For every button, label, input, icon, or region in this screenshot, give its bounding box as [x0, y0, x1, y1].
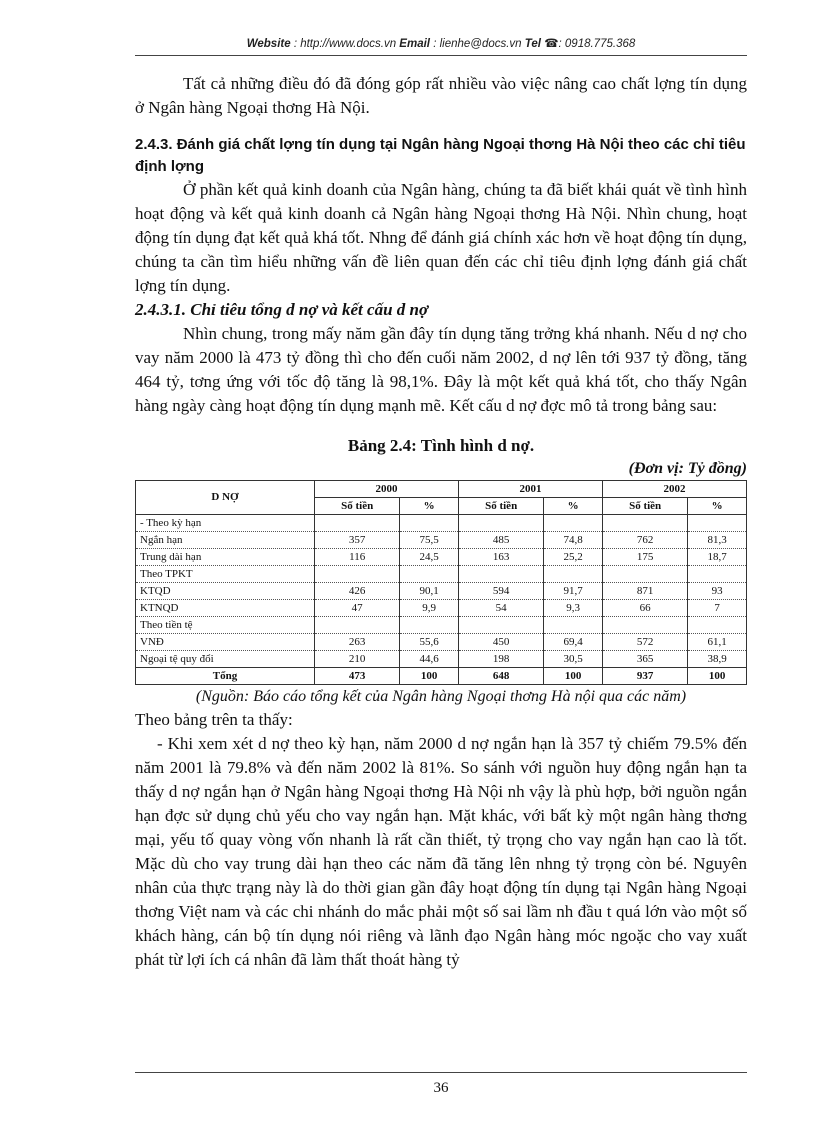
sub-header-amount: Số tiền [602, 498, 687, 515]
tel-label: Tel [524, 38, 541, 50]
table-cell [315, 515, 400, 532]
table-cell: 116 [315, 549, 400, 566]
col-header-du-no: D NỢ [136, 481, 315, 515]
paragraph-growth: Nhìn chung, trong mấy năm gần đây tín dụng tăng trởng khá nhanh. Nếu d nợ cho vay năm 2000 là 473 tỷ đồng thì cho đến cuối năm 2002, d nợ lên tới 937 tỷ đồng, tăng 464 tỷ, tơng ứng với tốc độ tăng là 98,1%. Đây là một kết quả khá tốt, cho thấy Ngân hàng ngày càng hoạt động tín dụng mạnh mẽ. Kết cấu d nợ đợc mô tả trong bảng sau: [135, 324, 747, 415]
tel-value: ☎: 0918.775.368 [544, 38, 636, 50]
table-cell: 44,6 [400, 651, 459, 668]
table-cell: 66 [602, 600, 687, 617]
table-cell: 871 [602, 583, 687, 600]
table-cell: 485 [458, 532, 543, 549]
table-cell [400, 515, 459, 532]
row-label: Theo tiền tệ [136, 617, 315, 634]
table-row [136, 549, 747, 566]
table-cell: 30,5 [544, 651, 603, 668]
table-cell: 163 [458, 549, 543, 566]
sub-header-amount: Số tiền [458, 498, 543, 515]
table-cell [315, 566, 400, 583]
sub-header-amount: Số tiền [315, 498, 400, 515]
table-cell: 450 [458, 634, 543, 651]
table-row [136, 651, 747, 668]
paragraph-analysis: - Khi xem xét d nợ theo kỳ hạn, năm 2000 d nợ ngắn hạn là 357 tỷ chiếm 79.5% đến năm 2001 là 79.8% và đến năm 2002 là 81%. So sánh với nguồn huy động ngắn hạn ta thấy d nợ ngắn hạn ở Ngân hàng Ngoại thơng Hà Nội nh vậy là phù hợp, bởi nguồn ngắn hạn đợc sử dụng chủ yếu cho vay ngắn hạn. Mặt khác, với bất kỳ một ngân hàng thơng mại, yếu tố quay vòng vốn nhanh là rất cần thiết, tỷ trọng cho vay ngắn hạn cao là tốt. Mặc dù cho vay trung dài hạn theo các năm đã tăng lên nhng tỷ trọng còn bé. Nguyên nhân của thực trạng này là do thời gian gần đây hoạt động tín dụng tại Ngân hàng Ngoại thơng Việt nam và các chi nhánh do mắc phải một số sai lầm nh đầu t quá lớn vào một số khách hàng, cán bộ tín dụng nói riêng và lãnh đạo Ngân hàng móc ngoặc cho vay xuất phát từ lợi ích cá nhân đã làm thất thoát hàng tỷ [135, 734, 747, 969]
paragraph-from-table: Theo bảng trên ta thấy: [135, 710, 293, 729]
year-header: 2002 [602, 481, 746, 498]
table-row [136, 532, 747, 549]
row-label: Theo TPKT [136, 566, 315, 583]
sub-header-percent: % [544, 498, 603, 515]
table-total-row [136, 668, 747, 685]
website-label: Website [246, 38, 291, 50]
table-cell: 55,6 [400, 634, 459, 651]
page-header [135, 36, 747, 50]
paragraph-overview: Ở phần kết quả kinh doanh của Ngân hàng, chúng ta đã biết khái quát về tình hình hoạt động và kết quả kinh doanh cả Ngân hàng Ngoại thơng Hà Nội. Nhìn chung, hoạt động tín dụng đạt kết quả khá tốt. Nhng để đánh giá chính xác hơn về hoạt động tín dụng, chúng ta cần tìm hiểu những vấn đề liên quan đến các chỉ tiêu định lợng đánh giá chất lợng tín dụng. [135, 180, 747, 295]
sub-header-percent: % [688, 498, 747, 515]
table-cell [315, 617, 400, 634]
email-label: Email [399, 38, 430, 50]
row-label: - Theo kỳ hạn [136, 515, 315, 532]
table-cell: 61,1 [688, 634, 747, 651]
table-cell [544, 515, 603, 532]
table-cell: 9,9 [400, 600, 459, 617]
table-cell [602, 566, 687, 583]
table-cell: 54 [458, 600, 543, 617]
row-label: Ngắn hạn [136, 532, 315, 549]
table-row [136, 634, 747, 651]
table-cell [688, 617, 747, 634]
row-label: Trung dài hạn [136, 549, 315, 566]
footer-divider [135, 1072, 747, 1073]
row-label: KTNQD [136, 600, 315, 617]
table-unit: (Đơn vị: Tỷ đồng) [628, 460, 747, 477]
table-cell [400, 566, 459, 583]
header-divider [135, 55, 747, 56]
table-cell [458, 566, 543, 583]
table-cell [688, 566, 747, 583]
table-cell: 24,5 [400, 549, 459, 566]
table-cell [602, 515, 687, 532]
year-header: 2001 [458, 481, 602, 498]
table-cell: 90,1 [400, 583, 459, 600]
row-label: KTQD [136, 583, 315, 600]
table-cell: 74,8 [544, 532, 603, 549]
table-cell: 365 [602, 651, 687, 668]
table-cell [602, 617, 687, 634]
table-cell: 175 [602, 549, 687, 566]
table-cell: 75,5 [400, 532, 459, 549]
table-cell: 100 [544, 668, 603, 685]
table-cell: 47 [315, 600, 400, 617]
table-row [136, 583, 747, 600]
page-number: 36 [433, 1080, 449, 1096]
table-cell: 937 [602, 668, 687, 685]
table-cell: 7 [688, 600, 747, 617]
year-header: 2000 [315, 481, 459, 498]
table-cell [544, 566, 603, 583]
subsection-heading-2-4-3-1: 2.4.3.1. Chỉ tiêu tổng d nợ và kết cấu d nợ [135, 300, 429, 319]
section-heading-2-4-3: 2.4.3. Đánh giá chất lợng tín dụng tại Ngân hàng Ngoại thơng Hà Nội theo các chỉ tiêu định lợng [135, 136, 746, 175]
table-cell: 210 [315, 651, 400, 668]
table-source: (Nguồn: Báo cáo tổng kết của Ngân hàng Ngoại thơng Hà nội qua các năm) [195, 688, 687, 705]
table-cell [458, 617, 543, 634]
table-cell: 473 [315, 668, 400, 685]
table-body [136, 515, 747, 685]
table-cell: 263 [315, 634, 400, 651]
table-cell: 38,9 [688, 651, 747, 668]
website-value: : http://www.docs.vn [293, 38, 397, 50]
table-cell: 762 [602, 532, 687, 549]
page-content [135, 72, 747, 972]
table-cell [544, 617, 603, 634]
table-row [136, 600, 747, 617]
table-cell: 91,7 [544, 583, 603, 600]
table-cell [688, 515, 747, 532]
table-cell: 357 [315, 532, 400, 549]
paragraph-intro: Tất cả những điều đó đã đóng góp rất nhiều vào việc nâng cao chất lợng tín dụng ở Ngân hàng Ngoại thơng Hà Nội. [135, 74, 747, 117]
email-value: : lienhe@docs.vn [433, 38, 522, 50]
table-cell [458, 515, 543, 532]
table-row [136, 566, 747, 583]
table-cell: 572 [602, 634, 687, 651]
table-cell: 9,3 [544, 600, 603, 617]
table-cell: 25,2 [544, 549, 603, 566]
table-row [136, 515, 747, 532]
table-title: Bảng 2.4: Tình hình d nợ. [347, 436, 535, 455]
table-cell: 81,3 [688, 532, 747, 549]
table-cell: 69,4 [544, 634, 603, 651]
table-cell [400, 617, 459, 634]
table-cell: 18,7 [688, 549, 747, 566]
table-cell: 100 [400, 668, 459, 685]
row-label: Tổng [136, 668, 315, 685]
table-row [136, 617, 747, 634]
sub-header-percent: % [400, 498, 459, 515]
table-cell: 594 [458, 583, 543, 600]
table-cell: 426 [315, 583, 400, 600]
table-cell: 100 [688, 668, 747, 685]
table-cell: 198 [458, 651, 543, 668]
table-cell: 648 [458, 668, 543, 685]
loan-table [135, 480, 747, 685]
row-label: VNĐ [136, 634, 315, 651]
row-label: Ngoại tệ quy đổi [136, 651, 315, 668]
table-cell: 93 [688, 583, 747, 600]
